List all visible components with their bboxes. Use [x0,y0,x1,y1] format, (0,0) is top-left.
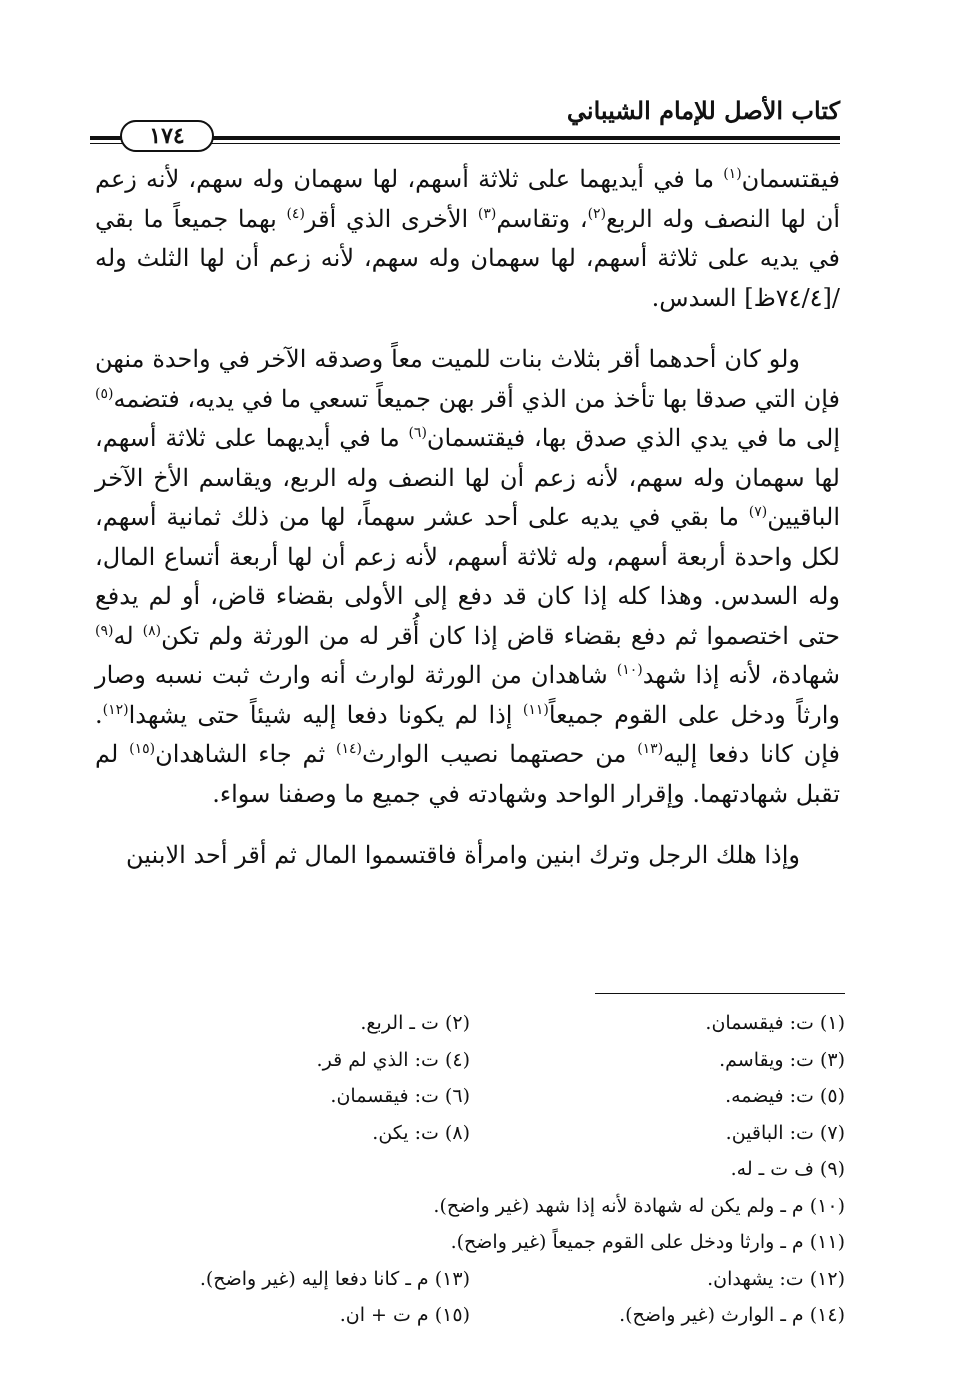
footnote-2: (٢) ت ـ الربع. [360,1012,470,1034]
footnote-row [95,1115,845,1152]
text-segment: ما في أيديهما على ثلاثة أسهم، لها سهمان وله سهم، لأنه زعم أن لها النصف وله الربع، ويقاسم الأخ الآخر الباقيين [95,424,841,531]
footnote-marker: (١٠) [616,662,643,678]
footnote-row [95,1042,845,1079]
text-segment: ما بقي في يديه على أحد عشر سهماً، لها من ذلك ثمانية أسهم، لكل واحدة أربعة أسهم، وله ثلاثة أسهم، لأنه زعم أن لها أربعة أتساع المال، وله السدس. وهذا كله إذا كان قد دفع إلى الأولى بقضاء قاض، أو لم يدفع حتى اختصموا ثم دفع بقضاء قاض إذا كان أُقر له من الورثة ولم تكن [95,503,841,650]
footnote-marker: (٥) [95,385,114,402]
footnote-row [95,1078,845,1115]
book-title: كتاب الأصل للإمام الشيباني [566,96,840,125]
text-segment: بهما جميعاً ما بقي في يديه على ثلاثة أسهم، لها سهمان وله سهم، لأنه زعم أن لها الثلث وله /[٧٤/٤ظ] السدس. [95,204,840,312]
text-segment: شاهدان من الورثة لوارث أنه وارث ثبت نسبه وصار وارثاً ودخل على القوم جميعاً [95,661,840,729]
footnote-15: (١٥) م ت + ان. [339,1304,470,1326]
text-segment: من حصتهما نصيب الوارث [362,740,638,768]
footnotes [95,1005,845,1334]
text-segment: وإذا هلك الرجل وترك ابنين وامرأة فاقتسموا المال ثم أقر أحد الابنين [126,841,800,869]
footnote-5: (٥) ت: فيضمه. [725,1085,845,1107]
footnote-6: (٦) ت: فيقسمان. [330,1085,470,1107]
footnote-marker: (١٤) [336,741,362,757]
footnote-marker: (٧) [748,504,768,520]
text-segment: . فإن كانا دفعا إليه [95,700,840,768]
footnote-row [95,1261,845,1298]
text-segment: ، وتقاسم [496,204,588,233]
page-header [90,92,840,152]
text-segment: الأخرى الذي أقر [304,204,478,233]
page-number: ١٧٤ [120,120,214,152]
body-text [95,160,840,898]
footnote-3: (٣) ت: ويقاسم. [719,1048,845,1071]
text-segment: ولو كان أحدهما أقر بثلاث بنات للميت معاً وصدقه الآخر في واحدة منهن فإن التي صدقا بها تأخذ من الذي أقر بهن جميعاً تسعي ما في يديه، فتضمه [95,345,840,413]
text-segment: فيقتسمان [741,165,840,193]
footnote-9: (٩) ف ت ـ له. [730,1158,845,1180]
footnote-marker: (٣) [477,205,497,222]
paragraph-3 [95,836,840,876]
footnote-marker: (٩) [95,622,114,639]
footnote-marker: (٢) [587,205,607,222]
footnote-14: (١٤) م ـ الوارث (غير واضح). [619,1304,845,1326]
text-segment: لم تقبل شهادتهما. وإقرار الواحد وشهادته في جميع ما وصفنا سواء. [95,740,840,808]
text-segment: شهادة، لأنه إذا شهد [642,661,840,689]
footnote-row [95,1151,845,1188]
footnote-12: (١٢) ت: يشهدان. [707,1267,845,1290]
page-number-bar [90,118,840,148]
footnote-marker: (٤) [286,205,305,222]
text-segment: له [113,621,143,650]
footnote-marker: (٨) [142,622,162,639]
footnote-marker: (١٣) [637,741,664,757]
footnote-13: (١٣) م ـ كانا دفعا إليه (غير واضح). [199,1267,470,1290]
footnote-marker: (١) [723,166,742,182]
text-segment: إلى ما في يدي الذي صدق بها، فيقتسمان [426,424,840,452]
footnote-row [95,1188,845,1225]
footnote-4: (٤) ت: الذي لم قر. [316,1048,470,1071]
footnote-marker: (٦) [408,425,427,441]
text-segment: ثم جاء الشاهدان [155,740,337,768]
footnote-1: (١) ت: فيقسمان. [705,1012,845,1034]
footnote-marker: (١٢) [102,701,129,718]
footnote-row [95,1297,845,1334]
footnote-7: (٧) ت: الباقين. [725,1121,845,1144]
paragraph-2 [95,340,840,814]
text-segment: إذا لم يكونا دفعا إليه شيئاً حتى يشهدا [128,700,523,729]
footnote-marker: (١٥) [129,741,156,757]
footnote-row [95,1005,845,1042]
footnote-10: (١٠) م ـ ولم يكن له شهادة لأنه إذا شهد (غير واضح). [433,1194,845,1217]
footnote-marker: (١١) [522,701,549,718]
paragraph-1 [95,160,840,318]
footnote-row [95,1224,845,1261]
text-segment: ما في أيديهما على ثلاثة أسهم، لها سهمان وله سهم، لأنه زعم أن لها النصف وله الربع [95,165,840,233]
footnote-8: (٨) ت: يكن. [372,1121,470,1144]
footnote-11: (١١) م ـ وارثا ودخل على القوم جميعاً (غير واضح). [450,1231,845,1253]
footnote-separator [595,993,845,994]
